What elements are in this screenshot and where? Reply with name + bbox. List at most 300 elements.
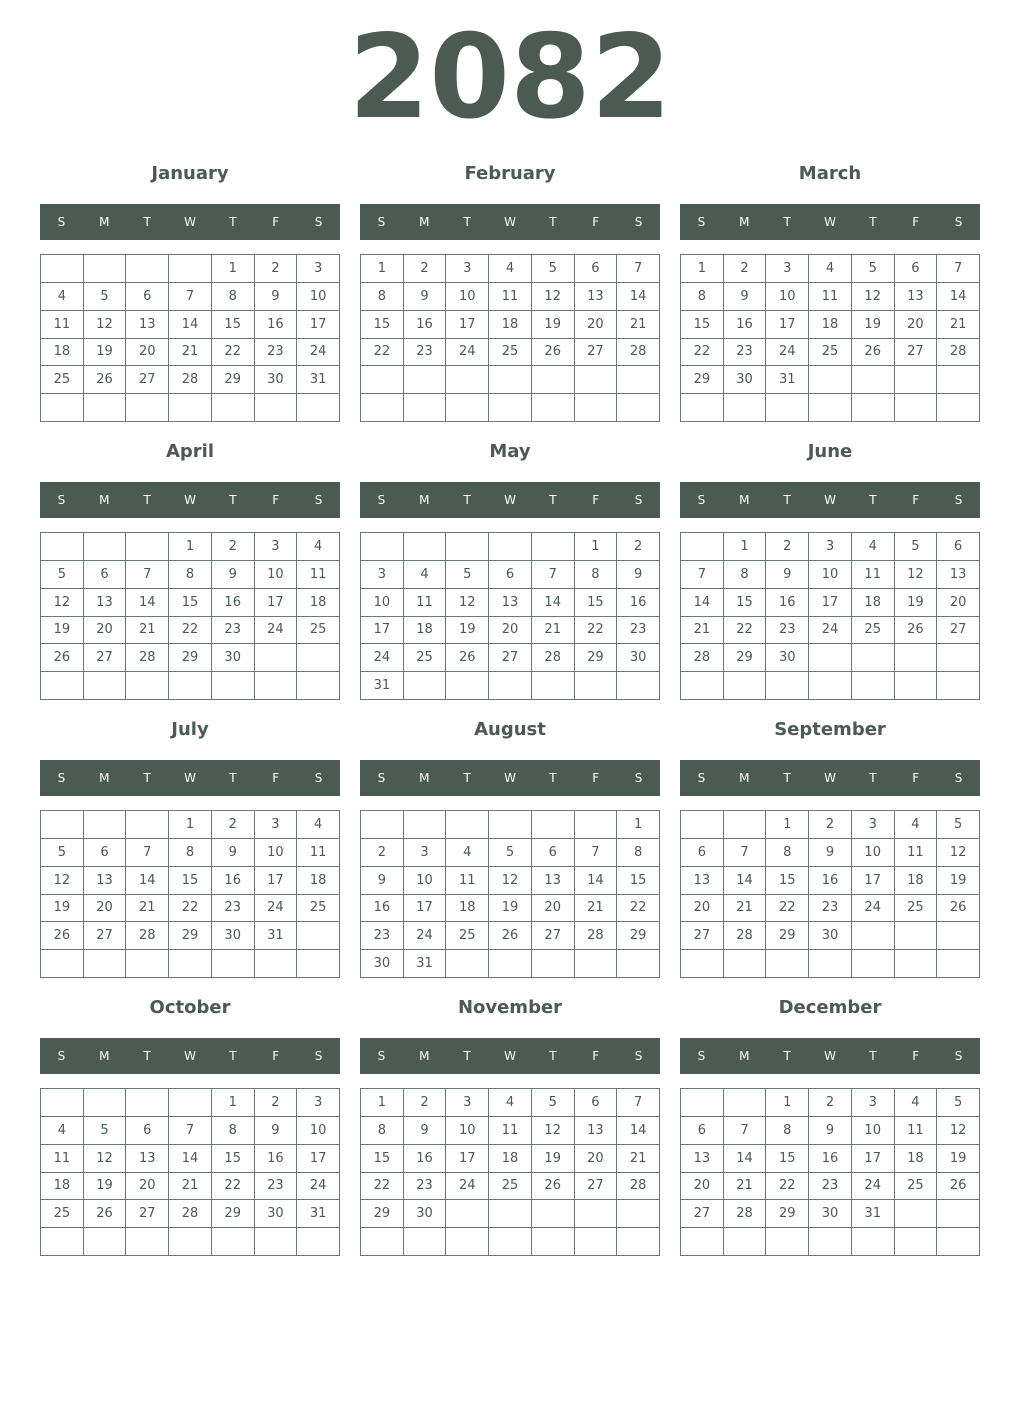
day-cell xyxy=(84,255,127,283)
day-cell: 4 xyxy=(895,1089,938,1117)
weekday-header xyxy=(40,760,340,796)
day-cell xyxy=(724,672,767,700)
day-cell: 24 xyxy=(446,1173,489,1201)
day-cell: 2 xyxy=(809,1089,852,1117)
day-cell: 26 xyxy=(852,339,895,367)
day-cell xyxy=(937,922,980,950)
day-cell xyxy=(255,394,298,422)
day-cell: 6 xyxy=(895,255,938,283)
day-cell: 2 xyxy=(766,533,809,561)
weekday-label: T xyxy=(463,493,471,507)
day-cell: 29 xyxy=(169,644,212,672)
day-cell: 22 xyxy=(212,339,255,367)
day-cell: 24 xyxy=(255,617,298,645)
day-cell: 1 xyxy=(361,255,404,283)
day-cell: 19 xyxy=(532,1145,575,1173)
day-cell xyxy=(895,1228,938,1256)
day-cell: 21 xyxy=(126,895,169,923)
weekday-label: T xyxy=(869,493,877,507)
day-cell: 8 xyxy=(766,839,809,867)
day-cell xyxy=(617,394,660,422)
day-cell xyxy=(895,644,938,672)
day-cell: 29 xyxy=(681,366,724,394)
day-cell: 1 xyxy=(617,811,660,839)
weekday-label: F xyxy=(272,771,280,785)
weekday-label: S xyxy=(314,215,323,229)
day-cell: 6 xyxy=(575,1089,618,1117)
day-cell: 7 xyxy=(532,561,575,589)
day-cell: 12 xyxy=(446,589,489,617)
day-cell xyxy=(41,811,84,839)
day-cell: 22 xyxy=(169,895,212,923)
day-cell: 14 xyxy=(126,867,169,895)
day-cell: 29 xyxy=(169,922,212,950)
day-cell: 23 xyxy=(724,339,767,367)
weekday-label: T xyxy=(229,771,237,785)
day-cell: 20 xyxy=(126,339,169,367)
day-cell: 9 xyxy=(255,283,298,311)
day-cell: 27 xyxy=(681,1200,724,1228)
day-cell: 27 xyxy=(84,922,127,950)
day-cell: 10 xyxy=(297,1117,340,1145)
day-cell: 13 xyxy=(84,589,127,617)
month-name: January xyxy=(151,163,229,184)
day-cell: 21 xyxy=(169,1173,212,1201)
weekday-label: S xyxy=(314,1049,323,1063)
day-cell xyxy=(126,255,169,283)
day-cell: 27 xyxy=(937,617,980,645)
day-cell: 2 xyxy=(255,255,298,283)
weekday-label: F xyxy=(592,771,600,785)
weekday-label: T xyxy=(229,493,237,507)
day-cell xyxy=(212,950,255,978)
weekday-label: W xyxy=(824,771,836,785)
day-cell: 14 xyxy=(617,283,660,311)
day-cell xyxy=(852,1228,895,1256)
weekday-header xyxy=(680,482,980,518)
day-cell: 21 xyxy=(169,339,212,367)
day-cell xyxy=(937,644,980,672)
day-cell: 9 xyxy=(809,1117,852,1145)
day-cell: 25 xyxy=(895,895,938,923)
day-cell: 5 xyxy=(852,255,895,283)
day-cell: 30 xyxy=(212,922,255,950)
day-cell: 16 xyxy=(255,311,298,339)
day-cell xyxy=(126,394,169,422)
day-cell: 26 xyxy=(84,366,127,394)
day-cell: 23 xyxy=(255,339,298,367)
day-cell: 17 xyxy=(446,1145,489,1173)
weekday-label: T xyxy=(869,215,877,229)
day-cell xyxy=(895,672,938,700)
day-cell: 23 xyxy=(255,1173,298,1201)
day-cell: 28 xyxy=(532,644,575,672)
weekday-label: S xyxy=(697,1049,706,1063)
day-cell: 6 xyxy=(575,255,618,283)
day-cell: 14 xyxy=(126,589,169,617)
day-cell: 16 xyxy=(255,1145,298,1173)
day-cell xyxy=(169,950,212,978)
day-cell: 10 xyxy=(361,589,404,617)
day-cell: 13 xyxy=(937,561,980,589)
day-cell: 15 xyxy=(617,867,660,895)
weekday-label: W xyxy=(184,215,196,229)
weekday-label: S xyxy=(377,215,386,229)
day-cell: 3 xyxy=(446,1089,489,1117)
day-cell: 13 xyxy=(532,867,575,895)
day-cell: 14 xyxy=(724,1145,767,1173)
day-cell: 21 xyxy=(617,311,660,339)
day-cell: 11 xyxy=(489,1117,532,1145)
weekday-label: W xyxy=(504,493,516,507)
day-cell xyxy=(126,950,169,978)
day-cell xyxy=(852,394,895,422)
day-cell xyxy=(489,533,532,561)
day-cell: 7 xyxy=(937,255,980,283)
day-cell: 13 xyxy=(84,867,127,895)
day-cell: 27 xyxy=(126,1200,169,1228)
day-cell: 13 xyxy=(575,283,618,311)
day-cell: 28 xyxy=(937,339,980,367)
weekday-label: S xyxy=(314,493,323,507)
day-cell: 16 xyxy=(617,589,660,617)
day-cell: 3 xyxy=(852,811,895,839)
day-cell: 16 xyxy=(361,895,404,923)
day-cell xyxy=(446,811,489,839)
day-cell xyxy=(937,366,980,394)
weekday-label: M xyxy=(99,771,110,785)
weekday-header xyxy=(40,482,340,518)
day-cell: 30 xyxy=(212,644,255,672)
day-cell: 26 xyxy=(532,1173,575,1201)
day-cell: 12 xyxy=(937,839,980,867)
day-cell: 8 xyxy=(575,561,618,589)
day-cell: 19 xyxy=(41,895,84,923)
day-cell xyxy=(404,366,447,394)
day-cell: 15 xyxy=(724,589,767,617)
day-cell xyxy=(809,1228,852,1256)
day-cell: 5 xyxy=(532,255,575,283)
day-cell xyxy=(809,644,852,672)
day-cell: 4 xyxy=(41,1117,84,1145)
day-cell xyxy=(446,1200,489,1228)
weekday-label: S xyxy=(634,1049,643,1063)
day-cell: 31 xyxy=(361,672,404,700)
day-cell: 19 xyxy=(41,617,84,645)
day-cell: 3 xyxy=(297,255,340,283)
day-cell: 17 xyxy=(446,311,489,339)
day-cell: 11 xyxy=(297,839,340,867)
day-cell: 30 xyxy=(404,1200,447,1228)
day-cell: 5 xyxy=(84,1117,127,1145)
weekday-label: T xyxy=(143,493,151,507)
month-name: March xyxy=(798,163,862,184)
day-cell: 1 xyxy=(212,1089,255,1117)
day-cell: 1 xyxy=(212,255,255,283)
day-cell xyxy=(617,1228,660,1256)
day-cell: 12 xyxy=(895,561,938,589)
day-cell: 30 xyxy=(766,644,809,672)
day-cell: 30 xyxy=(809,1200,852,1228)
day-cell: 8 xyxy=(724,561,767,589)
day-cell: 31 xyxy=(297,366,340,394)
day-cell xyxy=(84,811,127,839)
day-cell: 19 xyxy=(84,1173,127,1201)
weekday-label: M xyxy=(419,493,430,507)
day-cell: 3 xyxy=(809,533,852,561)
day-cell xyxy=(532,366,575,394)
day-cell xyxy=(852,950,895,978)
day-cell xyxy=(126,533,169,561)
day-cell: 16 xyxy=(212,867,255,895)
day-cell xyxy=(169,394,212,422)
day-cell: 6 xyxy=(532,839,575,867)
weekday-label: T xyxy=(869,771,877,785)
day-cell: 24 xyxy=(361,644,404,672)
day-cell: 19 xyxy=(446,617,489,645)
day-cell: 18 xyxy=(489,1145,532,1173)
weekday-label: S xyxy=(697,215,706,229)
day-cell xyxy=(169,255,212,283)
day-cell: 7 xyxy=(126,561,169,589)
day-cell xyxy=(169,1089,212,1117)
day-cell xyxy=(126,811,169,839)
day-cell: 22 xyxy=(617,895,660,923)
day-cell: 6 xyxy=(84,839,127,867)
day-cell: 18 xyxy=(809,311,852,339)
day-cell xyxy=(724,1089,767,1117)
day-cell: 25 xyxy=(895,1173,938,1201)
day-cell: 29 xyxy=(575,644,618,672)
day-cell: 28 xyxy=(724,922,767,950)
day-cell xyxy=(681,811,724,839)
day-cell: 23 xyxy=(212,617,255,645)
day-cell: 8 xyxy=(361,1117,404,1145)
day-grid xyxy=(360,1088,660,1256)
weekday-label: T xyxy=(549,493,557,507)
day-cell: 18 xyxy=(446,895,489,923)
weekday-header xyxy=(360,482,660,518)
day-cell xyxy=(361,366,404,394)
day-cell: 12 xyxy=(41,589,84,617)
day-cell xyxy=(724,394,767,422)
day-cell: 29 xyxy=(766,1200,809,1228)
day-cell: 13 xyxy=(681,1145,724,1173)
weekday-label: M xyxy=(419,1049,430,1063)
day-cell: 10 xyxy=(297,283,340,311)
day-cell xyxy=(532,1200,575,1228)
weekday-label: T xyxy=(783,771,791,785)
weekday-label: M xyxy=(419,215,430,229)
day-cell: 19 xyxy=(895,589,938,617)
day-cell: 13 xyxy=(126,311,169,339)
day-cell xyxy=(212,1228,255,1256)
day-cell: 4 xyxy=(404,561,447,589)
day-cell: 5 xyxy=(489,839,532,867)
day-cell: 30 xyxy=(724,366,767,394)
day-cell: 7 xyxy=(126,839,169,867)
day-cell xyxy=(681,1089,724,1117)
weekday-header xyxy=(360,204,660,240)
day-cell xyxy=(895,950,938,978)
day-cell: 6 xyxy=(681,839,724,867)
day-cell: 19 xyxy=(937,867,980,895)
day-cell: 19 xyxy=(532,311,575,339)
day-cell xyxy=(84,1089,127,1117)
day-cell: 27 xyxy=(895,339,938,367)
day-cell: 11 xyxy=(41,1145,84,1173)
day-cell: 1 xyxy=(575,533,618,561)
day-cell: 26 xyxy=(937,1173,980,1201)
day-cell: 10 xyxy=(404,867,447,895)
day-cell xyxy=(766,672,809,700)
day-cell: 27 xyxy=(532,922,575,950)
day-cell: 9 xyxy=(809,839,852,867)
day-cell: 26 xyxy=(84,1200,127,1228)
day-cell xyxy=(489,672,532,700)
day-cell: 15 xyxy=(169,589,212,617)
weekday-label: M xyxy=(99,1049,110,1063)
day-cell xyxy=(41,672,84,700)
year-title: 2082 xyxy=(348,10,672,145)
day-cell: 16 xyxy=(809,867,852,895)
day-cell: 7 xyxy=(724,839,767,867)
day-cell: 5 xyxy=(446,561,489,589)
day-cell: 16 xyxy=(404,1145,447,1173)
day-cell: 8 xyxy=(361,283,404,311)
day-cell xyxy=(212,394,255,422)
weekday-header xyxy=(40,204,340,240)
day-cell: 22 xyxy=(766,1173,809,1201)
day-cell xyxy=(361,811,404,839)
weekday-label: W xyxy=(824,215,836,229)
day-cell xyxy=(126,1089,169,1117)
day-cell: 21 xyxy=(532,617,575,645)
day-grid xyxy=(680,254,980,422)
day-cell: 7 xyxy=(681,561,724,589)
weekday-label: S xyxy=(57,771,66,785)
day-cell: 28 xyxy=(126,644,169,672)
day-cell: 4 xyxy=(489,255,532,283)
day-cell xyxy=(84,533,127,561)
day-cell: 17 xyxy=(361,617,404,645)
day-cell: 10 xyxy=(852,1117,895,1145)
day-cell: 23 xyxy=(212,895,255,923)
weekday-label: W xyxy=(824,493,836,507)
day-cell: 3 xyxy=(404,839,447,867)
weekday-label: S xyxy=(954,215,963,229)
day-cell: 1 xyxy=(681,255,724,283)
day-cell: 10 xyxy=(446,1117,489,1145)
day-cell xyxy=(937,394,980,422)
day-cell: 24 xyxy=(297,1173,340,1201)
day-cell: 11 xyxy=(809,283,852,311)
day-cell: 26 xyxy=(446,644,489,672)
day-cell: 5 xyxy=(41,561,84,589)
weekday-label: T xyxy=(783,215,791,229)
day-cell xyxy=(809,950,852,978)
day-cell: 11 xyxy=(41,311,84,339)
day-cell: 11 xyxy=(895,839,938,867)
day-cell xyxy=(489,394,532,422)
day-cell xyxy=(575,950,618,978)
weekday-label: M xyxy=(99,493,110,507)
day-cell: 28 xyxy=(126,922,169,950)
day-cell: 14 xyxy=(937,283,980,311)
day-cell: 27 xyxy=(575,339,618,367)
day-cell: 17 xyxy=(255,589,298,617)
day-cell xyxy=(575,394,618,422)
day-cell: 22 xyxy=(681,339,724,367)
day-cell: 26 xyxy=(895,617,938,645)
day-cell: 22 xyxy=(361,1173,404,1201)
day-cell xyxy=(681,533,724,561)
day-cell: 16 xyxy=(724,311,767,339)
day-grid xyxy=(680,532,980,700)
day-cell: 19 xyxy=(852,311,895,339)
day-cell xyxy=(126,1228,169,1256)
weekday-label: F xyxy=(592,1049,600,1063)
day-cell: 16 xyxy=(809,1145,852,1173)
day-cell: 21 xyxy=(724,1173,767,1201)
day-cell: 3 xyxy=(255,533,298,561)
day-cell: 30 xyxy=(255,366,298,394)
day-cell: 3 xyxy=(255,811,298,839)
day-cell: 5 xyxy=(532,1089,575,1117)
day-cell xyxy=(724,1228,767,1256)
day-cell: 6 xyxy=(84,561,127,589)
day-cell xyxy=(41,394,84,422)
day-cell: 28 xyxy=(617,339,660,367)
weekday-label: S xyxy=(954,493,963,507)
day-cell xyxy=(297,922,340,950)
day-cell xyxy=(532,811,575,839)
day-cell: 10 xyxy=(809,561,852,589)
day-cell: 12 xyxy=(532,1117,575,1145)
weekday-label: S xyxy=(57,493,66,507)
weekday-label: T xyxy=(143,771,151,785)
weekday-label: M xyxy=(419,771,430,785)
day-cell: 13 xyxy=(575,1117,618,1145)
day-cell: 26 xyxy=(41,644,84,672)
day-cell: 28 xyxy=(724,1200,767,1228)
day-cell: 29 xyxy=(361,1200,404,1228)
day-cell: 28 xyxy=(169,1200,212,1228)
day-cell: 17 xyxy=(852,867,895,895)
day-cell: 4 xyxy=(446,839,489,867)
day-cell xyxy=(212,672,255,700)
day-grid xyxy=(680,810,980,978)
day-cell xyxy=(361,394,404,422)
day-cell xyxy=(575,1228,618,1256)
weekday-label: W xyxy=(824,1049,836,1063)
day-cell: 22 xyxy=(724,617,767,645)
day-cell: 2 xyxy=(724,255,767,283)
day-cell xyxy=(297,950,340,978)
day-cell: 25 xyxy=(41,1200,84,1228)
day-cell: 22 xyxy=(575,617,618,645)
day-cell: 14 xyxy=(532,589,575,617)
day-cell: 10 xyxy=(255,839,298,867)
day-cell: 25 xyxy=(41,366,84,394)
weekday-label: F xyxy=(912,771,920,785)
weekday-label: M xyxy=(739,1049,750,1063)
day-cell: 8 xyxy=(169,561,212,589)
day-grid xyxy=(360,254,660,422)
day-cell: 24 xyxy=(852,1173,895,1201)
day-cell xyxy=(575,366,618,394)
day-cell xyxy=(255,1228,298,1256)
